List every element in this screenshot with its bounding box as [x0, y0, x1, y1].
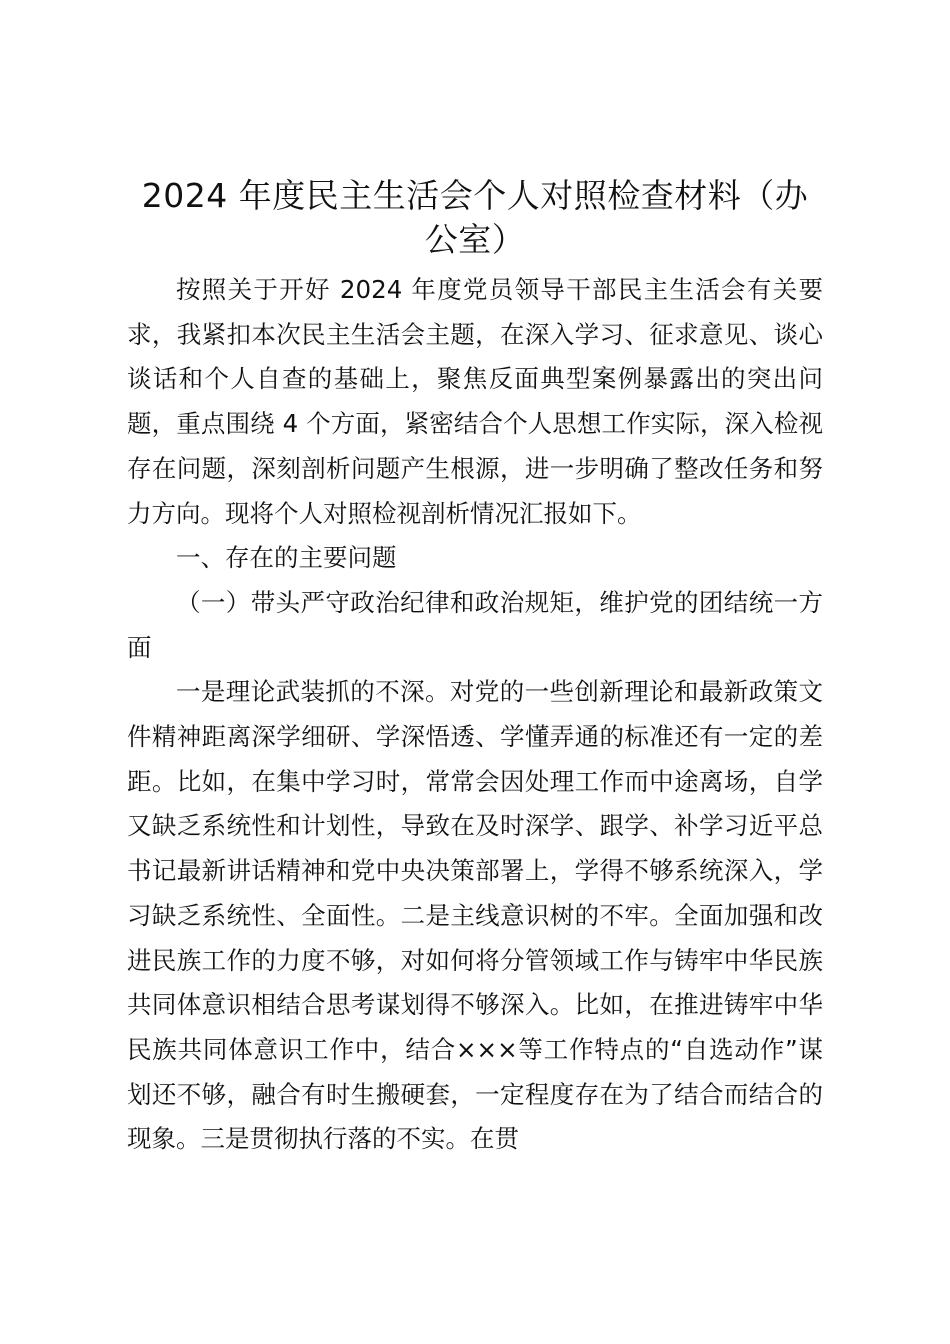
intro-paragraph: 按照关于开好 2024 年度党员领导干部民主生活会有关要求，我紧扣本次民主生活会主题，在深入学习、征求意见、谈心谈话和个人自查的基础上，聚焦反面典型案例暴露出的突出问题，重点围绕 4 个方面，紧密结合个人思想工作实际，深入检视存在问题，深刻剖析问题产生根源，进一步明确了整改任务和努力方向。现将个人对照检视剖析情况汇报如下。 — [127, 275, 823, 528]
section-heading: 一、存在的主要问题 — [176, 543, 397, 573]
body-paragraph: 一是理论武装抓的不深。对党的一些创新理论和最新政策文件精神距离深学细研、学深悟透、学懂弄通的标准还有一定的差距。比如，在集中学习时，常常会因处理工作而中途离场，自学又缺乏系统性和计划性，导致在及时深学、跟学、补学习近平总书记最新讲话精神和党中央决策部署上，学得不够系统深入，学习缺乏系统性、全面性。二是主线意识树的不牢。全面加强和改进民族工作的力度不够，对如何将分管领域工作与铸牢中华民族共同体意识相结合思考谋划得不够深入。比如，在推进铸牢中华民族共同体意识工作中，结合×××等工作特点的“自选动作”谋划还不够，融合有时生搬硬套，一定程度存在为了结合而结合的现象。三是贯彻执行落的不实。在贯 — [127, 677, 823, 1154]
subsection-heading: （一）带头严守政治纪律和政治规矩，维护党的团结统一方面 — [127, 587, 823, 662]
document-body — [127, 174, 823, 1162]
document-title: 2024 年度民主生活会个人对照检查材料（办公室） — [141, 176, 809, 259]
